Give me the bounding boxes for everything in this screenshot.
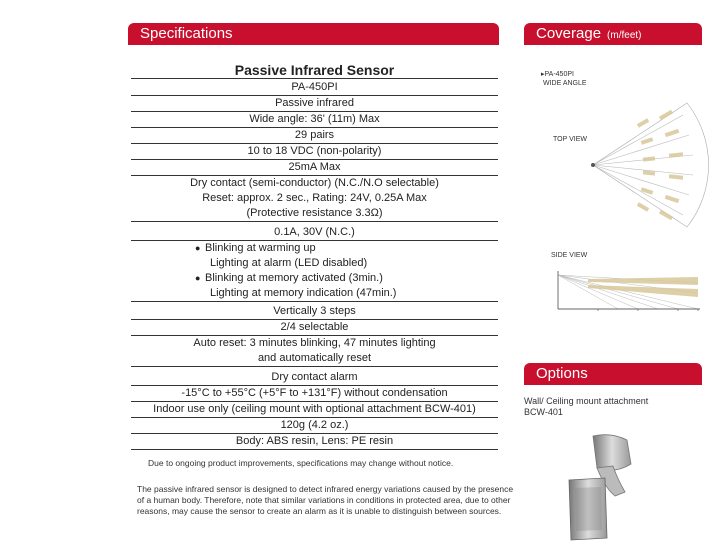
spec-value bbox=[131, 96, 498, 112]
spec-value bbox=[131, 418, 498, 434]
spec-value bbox=[131, 128, 498, 144]
specifications-title: Specifications bbox=[140, 25, 233, 42]
coverage-title: Coverage bbox=[536, 25, 602, 42]
spec-value-line: (Protective resistance 3.3Ω) bbox=[246, 207, 383, 219]
spec-value-line: Dry contact alarm bbox=[271, 371, 358, 383]
options-line-1: Wall/ Ceiling mount attachment bbox=[524, 396, 649, 406]
spec-value-line: 2/4 selectable bbox=[280, 321, 349, 333]
disclaimer-note: Due to ongoing product improvements, specifications may change without notice. bbox=[148, 458, 454, 468]
bullet-text: Lighting at memory indication (47min.) bbox=[210, 287, 397, 299]
description-paragraph: The passive infrared sensor is designed to detect infrared energy variations caused by the presence of a human body. Therefore, note that similar variations in conditions in protected area, due to other reasons, may cause the sensor to create an alarm as it is unable to distinguish between sources. bbox=[137, 484, 514, 516]
spec-value bbox=[131, 241, 498, 302]
side-view-label: SIDE VIEW bbox=[551, 252, 588, 259]
options-line-2: BCW-401 bbox=[524, 407, 563, 417]
spec-value-line: 10 to 18 VDC (non-polarity) bbox=[247, 145, 382, 157]
spec-value-line: Vertically 3 steps bbox=[273, 305, 356, 317]
spec-value-line: Dry contact (semi-conductor) (N.C./N.O selectable) bbox=[190, 177, 439, 189]
header-value: Passive Infrared Sensor bbox=[131, 63, 498, 79]
spec-value-line: 0.1A, 30V (N.C.) bbox=[274, 226, 355, 238]
spec-value-line: Body: ABS resin, Lens: PE resin bbox=[235, 435, 394, 447]
spec-value bbox=[131, 112, 498, 128]
bullet-item bbox=[131, 286, 498, 301]
spec-value bbox=[131, 160, 498, 176]
spec-value-line: Auto reset: 3 minutes blinking, 47 minutes lighting bbox=[193, 337, 436, 349]
spec-value-line: 120g (4.2 oz.) bbox=[280, 419, 349, 431]
bullet-dot-icon: ● bbox=[195, 273, 201, 283]
bullet-dot-icon: ● bbox=[195, 243, 201, 253]
spec-value bbox=[131, 80, 498, 96]
spec-value bbox=[131, 402, 498, 418]
specifications-tab bbox=[128, 23, 499, 45]
top-view-diagram bbox=[585, 95, 710, 235]
bullet-item bbox=[131, 271, 498, 286]
coverage-model-text: PA-450PI bbox=[544, 71, 574, 78]
spec-value bbox=[131, 225, 498, 241]
spec-value bbox=[131, 386, 498, 402]
coverage-tab bbox=[524, 23, 702, 45]
spec-value-line: PA-450PI bbox=[291, 81, 338, 93]
spec-value bbox=[131, 434, 498, 450]
spec-value-line: 29 pairs bbox=[294, 129, 335, 141]
bullet-item bbox=[131, 256, 498, 271]
model-marker-icon: ▸ bbox=[541, 71, 545, 78]
side-view-diagram bbox=[548, 263, 708, 321]
spec-value bbox=[131, 320, 498, 336]
bullet-text: Lighting at alarm (LED disabled) bbox=[210, 257, 368, 269]
spec-value bbox=[131, 336, 498, 367]
spec-value bbox=[131, 144, 498, 160]
options-description bbox=[524, 396, 704, 418]
coverage-angle: WIDE ANGLE bbox=[543, 80, 587, 87]
top-view-label: TOP VIEW bbox=[553, 136, 587, 143]
coverage-unit: (m/feet) bbox=[607, 30, 642, 41]
spec-value bbox=[131, 370, 498, 386]
spec-value-line: 25mA Max bbox=[288, 161, 341, 173]
mount-attachment-image bbox=[565, 430, 665, 542]
spec-value-line: and automatically reset bbox=[257, 352, 372, 364]
spec-value bbox=[131, 176, 498, 222]
spec-value bbox=[131, 304, 498, 320]
spec-value-line: -15°C to +55°C (+5°F to +131°F) without condensation bbox=[181, 387, 448, 399]
spec-value-line: Indoor use only (ceiling mount with optional attachment BCW-401) bbox=[153, 403, 476, 415]
bullet-text: Blinking at warming up bbox=[205, 242, 316, 254]
spec-value-line: Reset: approx. 2 sec., Rating: 24V, 0.25A Max bbox=[202, 192, 427, 204]
spec-value-line: Passive infrared bbox=[275, 97, 354, 109]
options-tab bbox=[524, 363, 702, 385]
coverage-model bbox=[541, 71, 574, 79]
options-title: Options bbox=[536, 365, 588, 382]
spec-value-line: Wide angle: 36' (11m) Max bbox=[249, 113, 380, 125]
bullet-text: Blinking at memory activated (3min.) bbox=[205, 272, 383, 284]
bullet-item bbox=[131, 241, 498, 256]
